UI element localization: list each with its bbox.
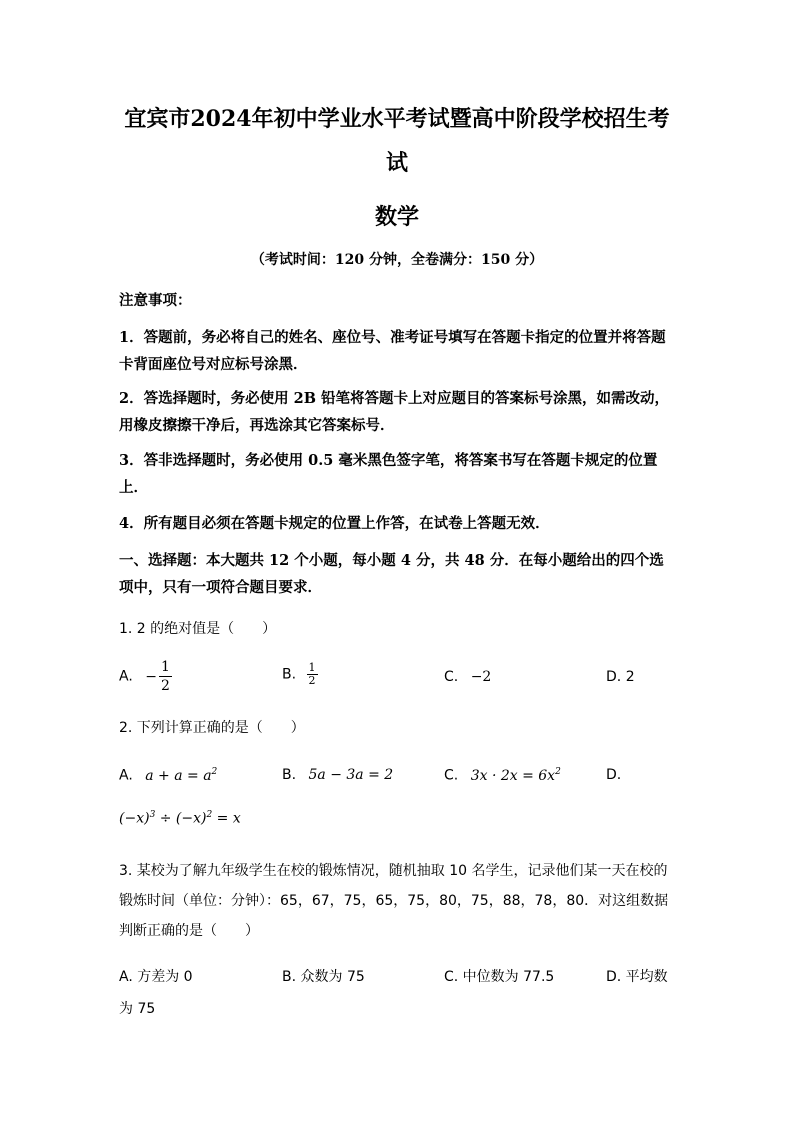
minus-sign: − bbox=[145, 668, 157, 685]
note-item-4: 4．所有题目必须在答题卡规定的位置上作答，在试卷上答题无效． bbox=[119, 515, 550, 532]
option-value: −2 bbox=[470, 669, 492, 685]
exponent: 2 bbox=[211, 767, 218, 777]
option-label: A. bbox=[119, 668, 133, 685]
question-2-option-b bbox=[282, 767, 393, 783]
denominator: 2 bbox=[308, 674, 316, 687]
note-item-2: 2．答选择题时，务必使用 2B 铅笔将答题卡上对应题目的答案标号涂黑，如需改动，用橡皮擦擦干净后，再选涂其它答案标号． bbox=[119, 390, 670, 434]
option-label: A. bbox=[119, 767, 133, 784]
exam-title-line1: 宜宾市2024年初中学业水平考试暨高中阶段学校招生考 bbox=[124, 106, 670, 132]
exponent: 2 bbox=[555, 767, 561, 777]
option-expression: 3x · 2x = 6x bbox=[470, 767, 556, 784]
question-3-stem: 3. 某校为了解九年级学生在校的锻炼情况，随机抽取 10 名学生，记录他们某一天在校的锻炼时间（单位：分钟）：65，67，75，65，75，80，75，88，78，80．对这组数据判断正确的是（ ） bbox=[119, 863, 669, 939]
question-2-option-a bbox=[119, 767, 217, 784]
subject-title: 数学 bbox=[374, 204, 419, 230]
question-2-option-c bbox=[444, 767, 561, 784]
option-expression: 5a − 3a = 2 bbox=[308, 767, 394, 783]
option-label: D. bbox=[606, 669, 622, 685]
option-label: B. bbox=[282, 767, 297, 783]
question-2-option-d-label: D. bbox=[606, 767, 622, 783]
option-value: 2 bbox=[625, 669, 635, 685]
question-3-option-a: A. 方差为 0 bbox=[119, 969, 193, 985]
exam-title-line2: 试 bbox=[385, 150, 408, 176]
exponent: 2 bbox=[206, 810, 213, 820]
denominator: 2 bbox=[160, 678, 170, 694]
option-expression-part: (−x) bbox=[119, 810, 150, 827]
question-2-stem: 2. 下列计算正确的是（ ） bbox=[119, 720, 305, 736]
question-3-option-b: B. 众数为 75 bbox=[282, 969, 365, 985]
option-label: C. bbox=[444, 669, 459, 685]
option-expression-part: = x bbox=[212, 810, 241, 827]
notes-heading: 注意事项： bbox=[119, 292, 192, 309]
question-1-stem: 1. 2 的绝对值是（ ） bbox=[119, 621, 277, 637]
numerator: 1 bbox=[308, 661, 316, 674]
fraction bbox=[159, 658, 172, 695]
exam-info: （考试时间：120 分钟，全卷满分：150 分） bbox=[250, 252, 544, 268]
section1-heading: 一、选择题：本大题共 12 个小题，每小题 4 分，共 48 分．在每小题给出的四个选项中，只有一项符合题目要求． bbox=[119, 552, 664, 596]
exponent: 3 bbox=[149, 810, 156, 820]
option-expression: a + a = a bbox=[145, 767, 212, 784]
question-3-option-d-continued: 为 75 bbox=[119, 1001, 156, 1017]
question-2-option-d bbox=[119, 810, 241, 827]
option-expression-part: ÷ (−x) bbox=[155, 810, 207, 827]
question-3-option-d: D. 平均数 bbox=[606, 969, 668, 985]
question-3-option-c: C. 中位数为 77.5 bbox=[444, 969, 555, 985]
question-1-option-b bbox=[282, 662, 320, 687]
fraction bbox=[307, 662, 318, 687]
question-1-option-d bbox=[606, 669, 635, 685]
question-1-option-a bbox=[119, 658, 174, 695]
question-1-option-c bbox=[444, 669, 491, 685]
note-item-3: 3．答非选择题时，务必使用 0.5 毫米黑色签字笔，将答案书写在答题卡规定的位置上． bbox=[119, 452, 658, 496]
note-item-1: 1．答题前，务必将自己的姓名、座位号、准考证号填写在答题卡指定的位置并将答题卡背面座位号对应标号涂黑． bbox=[119, 329, 666, 373]
numerator: 1 bbox=[160, 659, 170, 675]
option-label: B. bbox=[282, 666, 297, 683]
option-label: C. bbox=[444, 767, 459, 784]
